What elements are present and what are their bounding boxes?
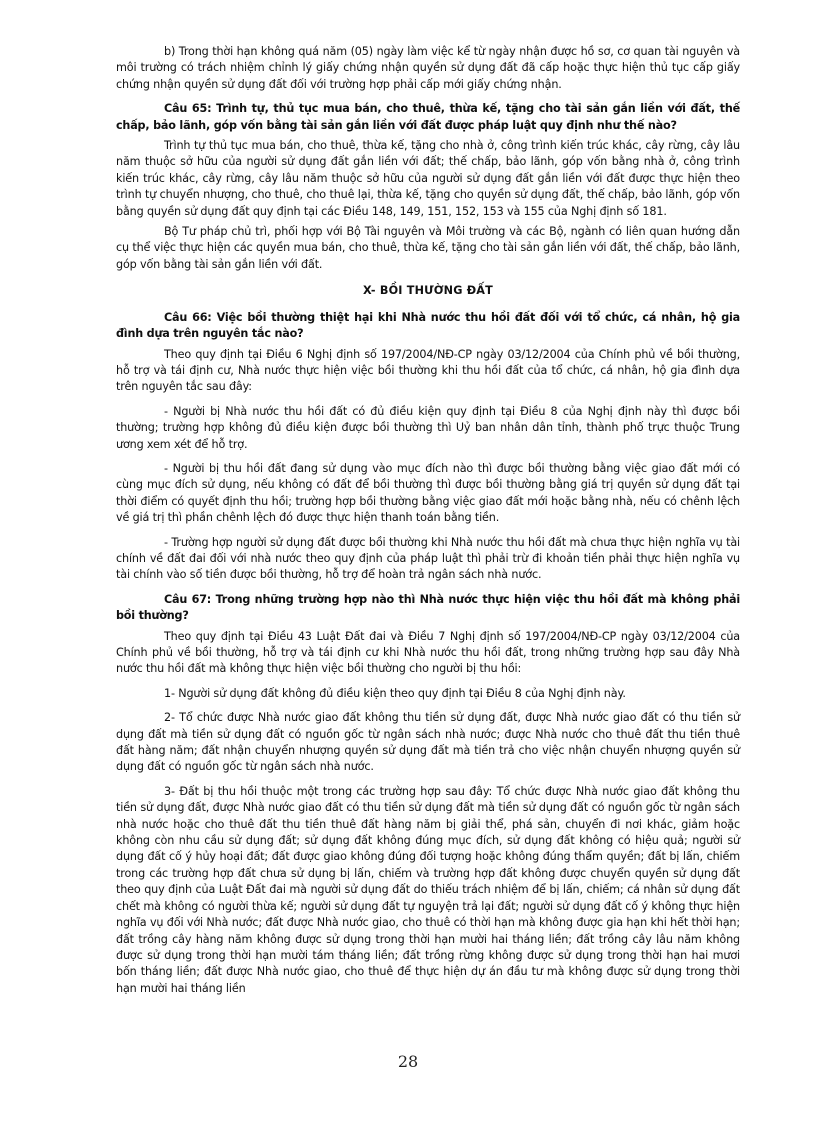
question-66: Câu 66: Việc bồi thường thiệt hại khi Nhà nước thu hồi đất đối với tổ chức, cá nhân, hộ gia đình dựa trên nguyên tắc nào? xyxy=(116,310,740,341)
paragraph-principle-3: - Trường hợp người sử dụng đất được bồi thường khi Nhà nước thu hồi đất mà chưa thực hiện nghĩa vụ tài chính về đất đai đối với nhà nước theo quy định của pháp luật thì phải trừ đi khoản tiền phải thực hiện nghĩa vụ tài chính vào số tiền được bồi thường, hỗ trợ để hoàn trả ngân sách nhà nước. xyxy=(116,535,740,582)
paragraph-case-3: 3- Đất bị thu hồi thuộc một trong các trường hợp sau đây: Tổ chức được Nhà nước giao đất không thu tiền sử dụng đất, được Nhà nước giao đất có thu tiền sử dụng đất mà tiền sử dụng đất có nguồn gốc từ ngân sách nhà nước hoặc cho thuê đất thu tiền thuê đất hàng năm bị giải thể, phá sản, chuyển đi nơi khác, giảm hoặc không còn nhu cầu sử dụng đất; sử dụng đất không đúng mục đích, sử dụng đất không có hiệu quả; người sử dụng đất cố ý hủy hoại đất; đất được giao không đúng đối tượng hoặc không đúng thẩm quyền; đất bị lấn, chiếm trong các trường hợp đất chưa sử dụng bị lấn, chiếm và trường hợp đất không được chuyển quyền sử dụng đất theo quy định của Luật Đất đai mà người sử dụng đất do thiếu trách nhiệm để bị lấn, chiếm; cá nhân sử dụng đất chết mà không có người thừa kế; người sử dụng đất tự nguyện trả lại đất; người sử dụng đất cố ý không thực hiện nghĩa vụ đối với Nhà nước; đất được Nhà nước giao, cho thuê có thời hạn mà không được gia hạn khi hết thời hạn; đất trồng cây hàng năm không được sử dụng trong thời hạn mười hai tháng liền; đất trồng cây lâu năm không được sử dụng trong thời hạn mười tám tháng liền; đất trồng rừng không được sử dụng trong thời hạn hai mươi bốn tháng liền; đất được Nhà nước giao, cho thuê để thực hiện dự án đầu tư mà không được sử dụng trong thời hạn mười hai tháng liền xyxy=(116,784,740,995)
paragraph-decree-197-principles: Theo quy định tại Điều 6 Nghị định số 197/2004/NĐ-CP ngày 03/12/2004 của Chính phủ về bồi thường, hỗ trợ và tái định cư, Nhà nước thực hiện việc bồi thường khi thu hồi đất của tổ chức, cá nhân, hộ gia đình dựa trên nguyên tắc sau đây: xyxy=(116,347,740,394)
document-page xyxy=(116,44,740,1005)
question-67: Câu 67: Trong những trường hợp nào thì Nhà nước thực hiện việc thu hồi đất mà không phải bồi thường? xyxy=(116,592,740,623)
page-number: 28 xyxy=(397,1052,419,1071)
question-65: Câu 65: Trình tự, thủ tục mua bán, cho thuê, thừa kế, tặng cho tài sản gắn liền với đất, thế chấp, bảo lãnh, góp vốn bằng tài sản gắn liền với đất được pháp luật quy định như thế nào? xyxy=(116,102,740,132)
paragraph-case-1: 1- Người sử dụng đất không đủ điều kiện theo quy định tại Điều 8 của Nghị định này. xyxy=(164,686,626,700)
paragraph-principle-2: - Người bị thu hồi đất đang sử dụng vào mục đích nào thì được bồi thường bằng việc giao đất mới có cùng mục đích sử dụng, nếu không có đất để bồi thường thì được bồi thường bằng giá trị quyền sử dụng đất tại thời điểm có quyết định thu hồi; trường hợp bồi thường bằng việc giao đất mới hoặc bằng nhà, nếu có chênh lệch về giá trị thì phần chênh lệch đó được thực hiện thanh toán bằng tiền. xyxy=(116,461,740,525)
paragraph-case-2: 2- Tổ chức được Nhà nước giao đất không thu tiền sử dụng đất, được Nhà nước giao đất có thu tiền sử dụng đất mà tiền sử dụng đất có nguồn gốc từ ngân sách nhà nước; được Nhà nước cho thuê đất thu tiền thuê đất hàng năm; đất nhận chuyển nhượng quyền sử dụng đất mà tiền trả cho việc nhận chuyển nhượng quyền sử dụng đất có nguồn gốc từ ngân sách nhà nước. xyxy=(116,711,740,774)
paragraph-article-43: Theo quy định tại Điều 43 Luật Đất đai và Điều 7 Nghị định số 197/2004/NĐ-CP ngày 03/12/2004 của Chính phủ về bồi thường, hỗ trợ và tái định cư khi Nhà nước thu hồi đất, trong những trường hợp sau đây Nhà nước thu hồi đất mà không thực hiện việc bồi thường cho người bị thu hồi: xyxy=(116,629,740,676)
paragraph-procedure-order: Trình tự thủ tục mua bán, cho thuê, thừa kế, tặng cho nhà ở, công trình kiến trúc khác, cây rừng, cây lâu năm thuộc sở hữu của người sử dụng đất gắn liền với đất; thế chấp, bảo lãnh, góp vốn bằng nhà ở, công trình kiến trúc khác, cây rừng, cây lâu năm thuộc sở hữu của người sử dụng đất gắn liền với đất được thực hiện theo trình tự chuyển nhượng, cho thuê, cho thuê lại, thừa kế, tặng cho quyền sử dụng đất, thế chấp, bảo lãnh, góp vốn bằng quyền sử dụng đất quy định tại các Điều 148, 149, 151, 152, 153 và 155 của Nghị định số 181. xyxy=(116,139,740,218)
paragraph-principle-1: - Người bị Nhà nước thu hồi đất có đủ điều kiện quy định tại Điều 8 của Nghị định này thì được bồi thường; trường hợp không đủ điều kiện được bồi thường thì Uỷ ban nhân dân tỉnh, thành phố trực thuộc Trung ương xem xét để hỗ trợ. xyxy=(116,404,740,451)
paragraph-ministry-of-justice: Bộ Tư pháp chủ trì, phối hợp với Bộ Tài nguyên và Môi trường và các Bộ, ngành có liên quan hướng dẫn cụ thể việc thực hiện các quyền mua bán, cho thuê, thừa kế, tặng cho tài sản gắn liền với đất, thế chấp, bảo lãnh, góp vốn bằng tài sản gắn liền với đất. xyxy=(116,225,740,271)
paragraph-b-procedure: b) Trong thời hạn không quá năm (05) ngày làm việc kể từ ngày nhận được hồ sơ, cơ quan tài nguyên và môi trường có trách nhiệm chỉnh lý giấy chứng nhận quyền sử dụng đất đã cấp hoặc thực hiện thủ tục cấp giấy chứng nhận quyền sử dụng đất đối với trường hợp phải cấp mới giấy chứng nhận. xyxy=(116,45,740,91)
section-heading: X- BỒI THƯỜNG ĐẤT xyxy=(363,284,493,298)
